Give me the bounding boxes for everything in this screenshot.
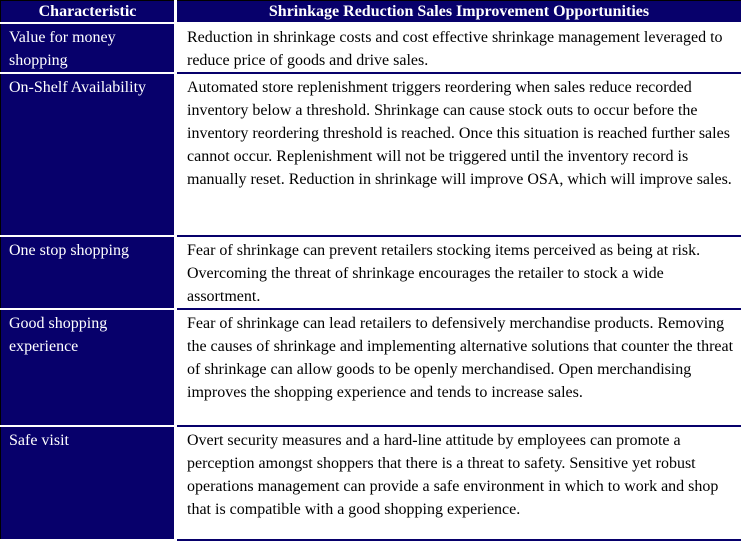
- row-description: Automated store replenishment triggers reordering when sales reduce recorded inventory below a threshold. Shrinkage can cause stock outs to occur before the inventory reordering threshold is reached. Once this situation is reached further sales cannot occur. Replenishment will not be triggered until the inventory record is manually reset. Reduction in shrinkage will improve OSA, which will improve sales.: [176, 73, 741, 236]
- header-opportunities: Shrinkage Reduction Sales Improvement Opportunities: [176, 1, 741, 24]
- row-description: Reduction in shrinkage costs and cost effective shrinkage management leveraged to reduce price of goods and drive sales.: [176, 23, 741, 73]
- table-row: [1, 309, 741, 426]
- row-description: Overt security measures and a hard-line attitude by employees can promote a perception amongst shoppers that there is a threat to safety. Sensitive yet robust operations management can provide a safe environment in which to work and shop that is compatible with a good shopping experience.: [176, 426, 741, 540]
- row-characteristic: Value for money shopping: [1, 23, 176, 73]
- header-characteristic: Characteristic: [1, 1, 176, 24]
- row-characteristic: Good shopping experience: [1, 309, 176, 426]
- table-row: [1, 236, 741, 309]
- row-characteristic: One stop shopping: [1, 236, 176, 309]
- row-characteristic: Safe visit: [1, 426, 176, 540]
- table-row: [1, 426, 741, 540]
- table-row: [1, 73, 741, 236]
- table-header-row: [1, 1, 741, 24]
- table-row: [1, 23, 741, 73]
- row-description: Fear of shrinkage can lead retailers to defensively merchandise products. Removing the causes of shrinkage and implementing alternative solutions that counter the threat of shrinkage can allow goods to be openly merchandised. Open merchandising improves the shopping experience and tends to increase sales.: [176, 309, 741, 426]
- row-description: Fear of shrinkage can prevent retailers stocking items perceived as being at risk. Overcoming the threat of shrinkage encourages the retailer to stock a wide assortment.: [176, 236, 741, 309]
- row-characteristic: On-Shelf Availability: [1, 73, 176, 236]
